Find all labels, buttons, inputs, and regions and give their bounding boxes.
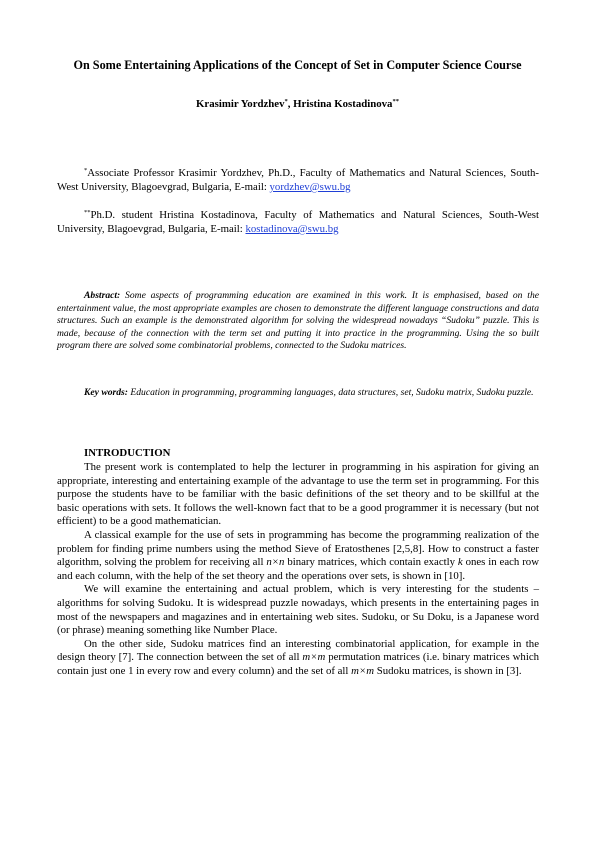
intro-p2-text-b: binary matrices, which contain exactly bbox=[284, 556, 458, 569]
intro-p4-text-a: On the other side, Sudoku matrices find an interesting combinatorial application, for example in the design theory [7]. The connection between the set of all bbox=[57, 637, 539, 664]
abstract-text: Some aspects of programming education are examined in this work. It is emphasised, based on the entertainment value, the most appropriate examples are chosen to demonstrate the different language constructions and data structures. Such an example is the demonstrated algorithm for solving the widespread nowadays “Sudoku” puzzle. This is made, because of the connection with the term set and putting it into practice in the programming. Using the so built program there are solved some combinatorial problems, connected to the Sudoku matrices. bbox=[57, 290, 539, 352]
math-m-by-m-1: m×m bbox=[302, 651, 326, 664]
math-k: k bbox=[457, 556, 463, 569]
footnote-1-text: Associate Professor Krasimir Yordzhev, Ph.D., Faculty of Mathematics and Natural Sciences, South-West University, Blagoevgrad, Bulgaria, E-mail: bbox=[57, 167, 539, 193]
author-separator: , bbox=[287, 98, 294, 110]
author-yordzhev: Krasimir Yordzhev bbox=[196, 98, 285, 110]
author-kostadinova: Hristina Kostadinova bbox=[293, 98, 393, 110]
intro-paragraph-2 bbox=[57, 529, 539, 583]
intro-paragraph-3: We will examine the entertaining and actual problem, which is very interesting for the students – algorithms for solving Sudoku. It is widespread puzzle nowadays, which presents in the entertaining pages in most of the newspapers and magazines and in entertaining web sites. Sudoku, or Su Doku, is a Japanese word (or phrase) meaning something like Number Place. bbox=[57, 583, 539, 637]
abstract bbox=[57, 290, 539, 353]
keywords-label: Key words: bbox=[84, 387, 128, 398]
footnote-2-mark: ** bbox=[84, 209, 91, 216]
math-m-by-m-2: m×m bbox=[351, 664, 375, 677]
intro-p4-text-c: Sudoku matrices, is shown in [3]. bbox=[374, 664, 522, 677]
footnote-mark-author2: ** bbox=[392, 98, 399, 105]
introduction-body bbox=[57, 461, 539, 679]
email-link-yordzhev[interactable]: yordzhev@swu.bg bbox=[269, 180, 351, 193]
intro-p2-text-a: A classical example for the use of sets in programming has become the programming realization of the problem for finding prime numbers using the method Sieve of Eratosthenes [2,5,8]. How to construct a faster algorithm, solving the problem for receiving all bbox=[57, 528, 539, 569]
section-heading-introduction: INTRODUCTION bbox=[84, 447, 171, 459]
footnote-mark-author1: * bbox=[284, 98, 288, 105]
author-line bbox=[56, 97, 539, 111]
intro-paragraph-4 bbox=[57, 638, 539, 679]
intro-p2-text-c: ones in each row and each column, with the help of the set theory and the operations over sets, is shown in [10]. bbox=[57, 556, 539, 582]
intro-paragraph-1: The present work is contemplated to help the lecturer in programming in his aspiration for giving an appropriate, interesting and entertaining example of the advantage to use the term set in programming. For this purpose the students have to be familiar with the basic definitions of the set theory and to be skillful at the basic operations with sets. It follows the well-known fact that to be a good programmer it is necessary (but not efficient) to be a good mathematician. bbox=[57, 461, 539, 528]
paper-title: On Some Entertaining Applications of the Concept of Set in Computer Science Course bbox=[73, 58, 522, 72]
keywords bbox=[57, 387, 539, 400]
intro-p4-text-b: permutation matrices (i.e. binary matrices which contain just one 1 in every row and every column) and the set of all bbox=[57, 651, 540, 677]
keywords-text: Education in programming, programming languages, data structures, set, Sudoku matrix, Sudoku puzzle. bbox=[127, 387, 534, 398]
email-link-kostadinova[interactable]: kostadinova@swu.bg bbox=[245, 222, 339, 235]
footnote-1 bbox=[57, 167, 539, 195]
math-n-by-n: n×n bbox=[266, 556, 285, 569]
footnote-1-mark: * bbox=[84, 167, 88, 174]
footnote-2 bbox=[57, 209, 539, 237]
footnote-2-text: Ph.D. student Hristina Kostadinova, Faculty of Mathematics and Natural Sciences, South-West University, Blagoevgrad, Bulgaria, E-mail: bbox=[57, 209, 539, 235]
abstract-label: Abstract: bbox=[84, 290, 121, 301]
